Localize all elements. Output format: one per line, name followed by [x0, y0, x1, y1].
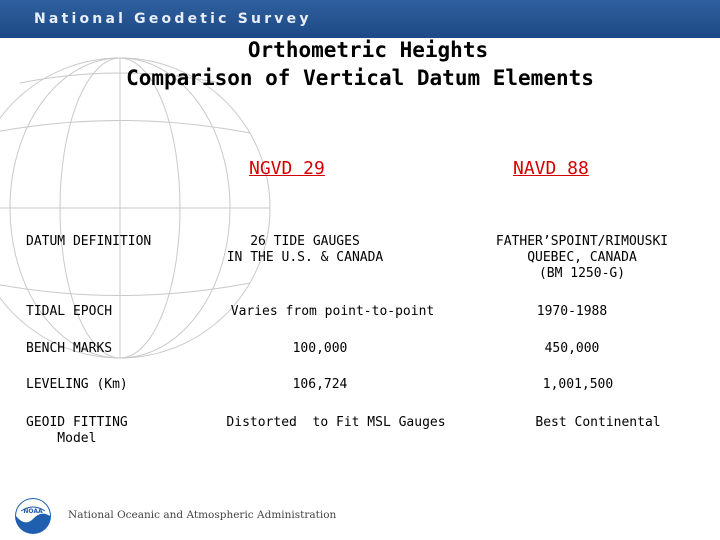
cell-line: 450,000	[544, 341, 600, 356]
column-header-navd88: NAVD 88	[513, 158, 589, 179]
cell-ngvd29-geoid-fitting	[216, 415, 456, 431]
row-label-line: TIDAL EPOCH	[26, 304, 113, 319]
cell-line: (BM 1250-G)	[538, 266, 626, 281]
column-header-ngvd29: NGVD 29	[249, 158, 325, 179]
header-banner	[0, 0, 720, 38]
cell-ngvd29-leveling	[250, 377, 390, 393]
cell-navd88-geoid-fitting	[518, 415, 678, 431]
row-label-leveling	[26, 377, 128, 393]
row-label-line: LEVELING (Km)	[26, 377, 128, 392]
cell-navd88-leveling	[508, 377, 648, 393]
row-label-line: BENCH MARKS	[26, 341, 113, 356]
cell-line: IN THE U.S. & CANADA	[226, 250, 384, 265]
row-label-geoid-fitting	[26, 415, 128, 447]
page-title-line2: Comparison of Vertical Datum Elements	[126, 66, 594, 90]
cell-line: 1970-1988	[536, 304, 608, 319]
cell-line: 106,724	[292, 377, 348, 392]
cell-navd88-tidal-epoch	[502, 304, 642, 320]
logo-text: NOAA	[23, 508, 43, 515]
cell-ngvd29-bench-marks	[250, 341, 390, 357]
row-label-line: GEOID FITTING	[26, 415, 128, 430]
cell-line: FATHER’SPOINT/RIMOUSKI	[495, 234, 669, 249]
row-label-datum-definition	[26, 234, 151, 250]
page-title-line1: Orthometric Heights	[247, 38, 489, 62]
cell-navd88-bench-marks	[502, 341, 642, 357]
footer-agency: National Oceanic and Atmospheric Administration	[68, 509, 337, 521]
cell-line: 26 TIDE GAUGES	[250, 234, 360, 249]
cell-line: 100,000	[292, 341, 348, 356]
cell-ngvd29-tidal-epoch	[220, 304, 445, 320]
cell-line: Distorted to Fit MSL Gauges	[226, 415, 446, 430]
cell-ngvd29-datum-definition	[205, 234, 405, 266]
noaa-logo-icon	[14, 497, 52, 535]
row-label-tidal-epoch	[26, 304, 112, 320]
banner-title: National Geodetic Survey	[34, 11, 312, 27]
row-label-line: Model	[26, 431, 97, 446]
cell-navd88-datum-definition	[462, 234, 702, 282]
cell-line: Varies from point-to-point	[230, 304, 435, 319]
cell-line: QUEBEC, CANADA	[527, 250, 637, 265]
cell-line: Best Continental	[535, 415, 661, 430]
cell-line: 1,001,500	[542, 377, 614, 392]
row-label-line: DATUM DEFINITION	[26, 234, 152, 249]
row-label-bench-marks	[26, 341, 112, 357]
